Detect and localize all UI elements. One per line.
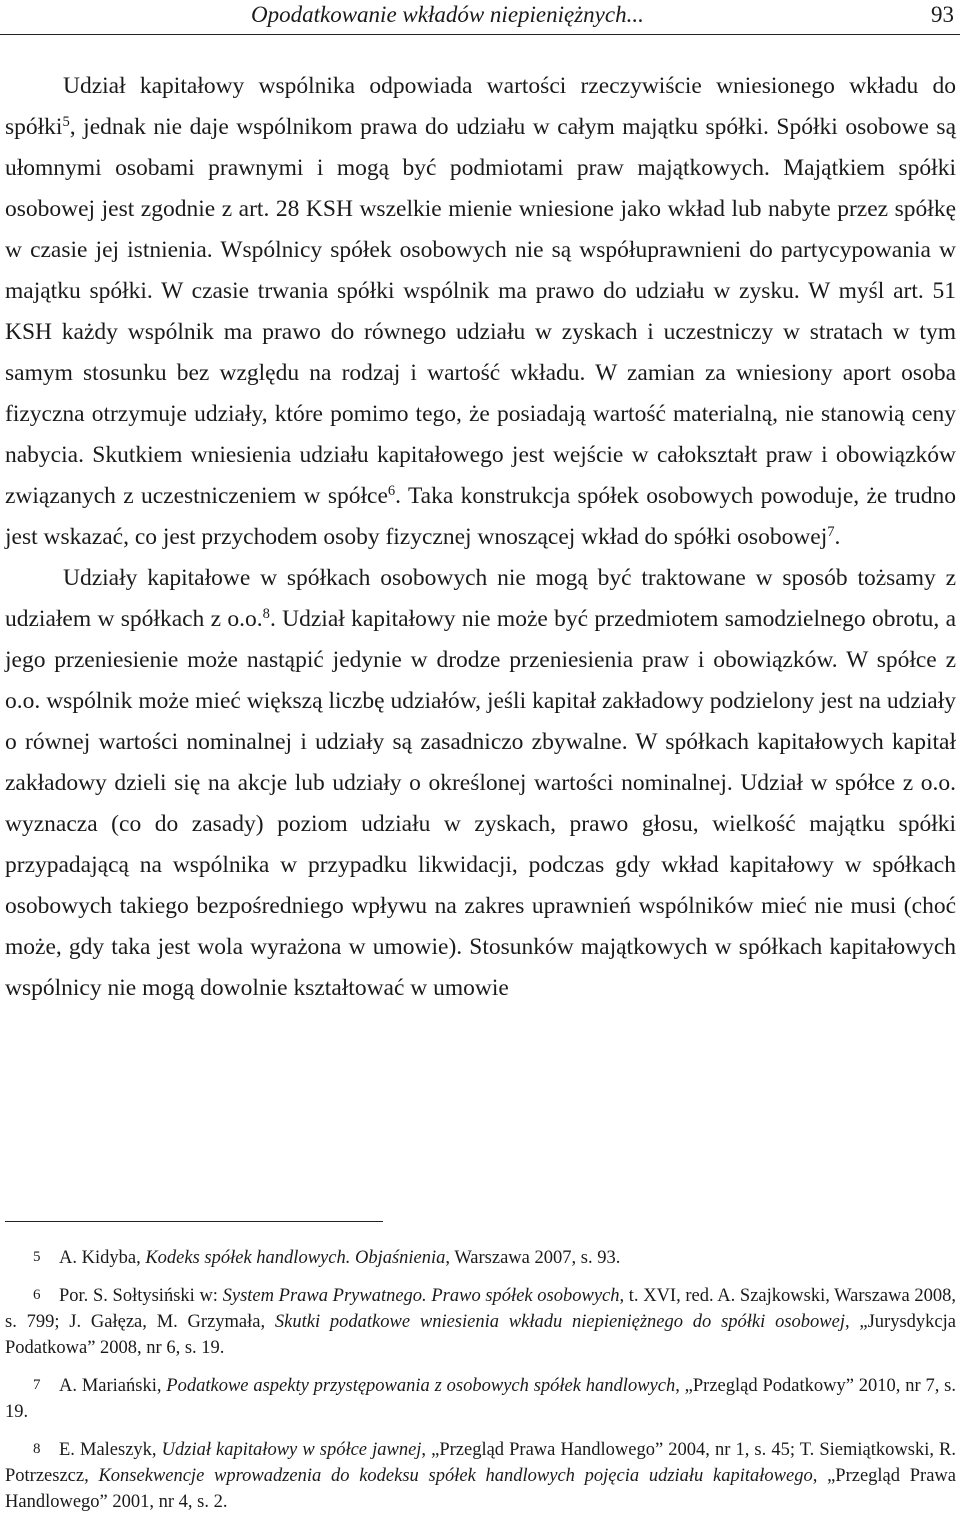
footnote-title: Podatkowe aspekty przystępowania z osobowych spółek handlowych	[166, 1376, 676, 1396]
running-title: Opodatkowanie wkładów niepieniężnych...	[251, 2, 644, 27]
paragraph-1-text-b: , jednak nie daje wspólnikom prawa do udziału w całym majątku spółki. Spółki osobowe są ułomnymi osobami prawnymi i mogą być podmiotami praw majątkowych. Majątkiem spółki osobowej jest zgodnie z art. 28 KSH wszelkie mienie wniesione jako wkład lub nabyte przez spółkę w czasie jej istnienia. Wspólnicy spółek osobowych nie są współuprawnieni do partycypowania w majątku spółki. W czasie trwania spółki wspólnik ma prawo do udziału w zysku. W myśl art. 51 KSH każdy wspólnik ma prawo do równego udziału w zyskach i uczestniczy w stratach w tym samym stosunku bez względu na rodzaj i wartość wkładu. W zamian za wniesiony aport osoba fizyczna otrzymuje udziały, które pomimo tego, że posiadają wartość materialną, nie stanowią ceny nabycia. Skutkiem wniesienia udziału kapitałowego jest wejście w całokształt praw i obowiązków związanych z uczestniczeniem w spółce	[5, 114, 956, 509]
running-header	[0, 0, 960, 35]
paragraph-2-text-b: . Udział kapitałowy nie może być przedmiotem samodzielnego obrotu, a jego przeniesienie może nastąpić jedynie w drodze przeniesienia praw i obowiązków. W spółce z o.o. wspólnik może mieć większą liczbę udziałów, jeśli kapitał zakładowy podzielony jest na udziały o równej wartości nominalnej i udziały są zasadniczo zbywalne. W spółkach kapitałowych kapitał zakładowy dzieli się na akcje lub udziały o określonej wartości nominalnej. Udział w spółce z o.o. wyznacza (co do zasady) poziom udziału w zyskach, prawo głosu, wielkość majątku spółki przypadającą na wspólnika w przypadku likwidacji, podczas gdy wkład kapitałowy w spółkach osobowych takiego bezpośredniego wpływu na zakres uprawnień wspólników mieć nie musi (choć może, gdy taka jest wola wyrażona w umowie). Stosunków majątkowych w spółkach kapitałowych wspólnicy nie mogą dowolnie kształtować w umowie	[5, 606, 956, 1001]
paragraph-1-text-c: . Taka konstrukcja spółek osobowych powoduje, że trudno jest wskazać, co jest przychodem osoby fizycznej wnoszącej wkład do spółki osobowej	[5, 483, 956, 550]
footnote-6	[5, 1282, 956, 1361]
page-number: 93	[931, 2, 954, 27]
footnote-number: 6	[33, 1287, 41, 1303]
footnotes	[5, 1244, 956, 1526]
footnote-title: Kodeks spółek handlowych. Objaśnienia	[145, 1248, 446, 1268]
paragraph-2-text-a: Udziały kapitałowe w spółkach osobowych nie mogą być traktowane w sposób tożsamy z udziałem w spółkach z o.o.	[5, 565, 956, 632]
paragraph-1-text-a: Udział kapitałowy wspólnika odpowiada wartości rzeczywiście wniesionego wkładu do spółki	[5, 73, 956, 140]
footnote-title: Skutki podatkowe wniesienia wkładu niepieniężnego do spółki osobowej	[274, 1312, 845, 1332]
footnote-text: A. Kidyba,	[59, 1248, 146, 1268]
footnote-title: Udział kapitałowy w spółce jawnej	[161, 1440, 422, 1460]
footnote-text: A. Mariański,	[59, 1376, 167, 1396]
footnote-title: Konsekwencje wprowadzenia do kodeksu spółek handlowych pojęcia udziału kapitałowego	[98, 1466, 813, 1486]
paragraph-2	[5, 558, 956, 1009]
footnote-text: , Warszawa 2007, s. 93.	[445, 1248, 621, 1268]
footnote-text: , „Przegląd Prawa Handlowego” 2001, nr 4, s. 2.	[5, 1466, 956, 1512]
footnote-text: Por. S. Sołtysiński w:	[59, 1286, 223, 1306]
footnote-text: , t. XVI, red. A. Szajkowski, Warszawa 2008, s. 799; J. Gałęza, M. Grzymała,	[5, 1286, 957, 1332]
footnote-5	[5, 1244, 956, 1271]
footnote-text: , „Przegląd Podatkowy” 2010, nr 7, s. 19.	[5, 1376, 956, 1422]
footnote-number: 5	[33, 1249, 41, 1265]
footnote-text: , „Przegląd Prawa Handlowego” 2004, nr 1, s. 45; T. Siemiątkowski, R. Potrzeszcz,	[5, 1440, 956, 1486]
footnote-separator	[5, 1221, 383, 1222]
footnote-ref-8[interactable]: 8	[262, 606, 270, 622]
paragraph-1	[5, 66, 956, 558]
footnote-text: , „Jurysdykcja Podatkowa” 2008, nr 6, s. 19.	[5, 1312, 956, 1358]
footnote-number: 8	[33, 1441, 41, 1457]
main-text	[5, 66, 956, 1009]
footnote-7	[5, 1372, 956, 1425]
paragraph-1-text-d: .	[834, 524, 841, 550]
footnote-ref-5[interactable]: 5	[62, 114, 70, 130]
footnote-number: 7	[33, 1377, 41, 1393]
footnote-text: E. Maleszyk,	[59, 1440, 162, 1460]
footnote-ref-6[interactable]: 6	[387, 483, 396, 499]
footnote-8	[5, 1436, 956, 1515]
footnote-title: System Prawa Prywatnego. Prawo spółek osobowych	[222, 1286, 620, 1306]
footnote-ref-7[interactable]: 7	[827, 524, 835, 540]
